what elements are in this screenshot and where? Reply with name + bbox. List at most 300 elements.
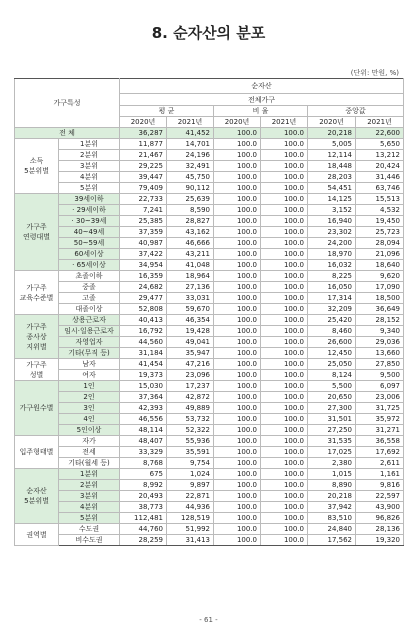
table-cell: 8,890: [308, 480, 356, 491]
table-cell: 79,409: [120, 183, 167, 194]
row-label: 3분위: [59, 491, 120, 502]
table-cell: 46,556: [120, 414, 167, 425]
table-cell: 96,826: [356, 513, 404, 524]
row-label: 1인: [59, 381, 120, 392]
table-cell: 16,359: [120, 271, 167, 282]
table-cell: 100.0: [214, 425, 261, 436]
table-cell: 100.0: [261, 282, 308, 293]
table-cell: 28,152: [356, 315, 404, 326]
table-cell: 20,493: [120, 491, 167, 502]
table-cell: 17,692: [356, 447, 404, 458]
table-cell: 100.0: [214, 326, 261, 337]
table-cell: 100.0: [261, 139, 308, 150]
header-year: 2021년: [167, 117, 214, 128]
table-cell: 7,241: [120, 205, 167, 216]
table-row: [15, 458, 404, 469]
table-cell: 8,768: [120, 458, 167, 469]
table-cell: 100.0: [261, 293, 308, 304]
row-label: 자영업자: [59, 337, 120, 348]
table-cell: 17,314: [308, 293, 356, 304]
header-year: 2020년: [214, 117, 261, 128]
table-cell: 100.0: [261, 216, 308, 227]
table-row: [15, 326, 404, 337]
table-cell: 100.0: [214, 447, 261, 458]
table-cell: 33,031: [167, 293, 214, 304]
table-cell: 18,964: [167, 271, 214, 282]
table-cell: 100.0: [214, 535, 261, 546]
table-cell: 100.0: [261, 513, 308, 524]
table-cell: 9,816: [356, 480, 404, 491]
table-cell: 100.0: [214, 139, 261, 150]
table-cell: 24,682: [120, 282, 167, 293]
row-label: · 65세이상: [59, 260, 120, 271]
group-label: 가구주 성별: [15, 359, 59, 381]
table-cell: 63,746: [356, 183, 404, 194]
table-cell: 100.0: [214, 337, 261, 348]
table-row: [15, 469, 404, 480]
table-cell: 28,827: [167, 216, 214, 227]
table-cell: 100.0: [261, 249, 308, 260]
table-cell: 16,032: [308, 260, 356, 271]
table-cell: 44,760: [120, 524, 167, 535]
table-row: [15, 293, 404, 304]
table-row: [15, 414, 404, 425]
table-cell: 51,992: [167, 524, 214, 535]
table-cell: 31,501: [308, 414, 356, 425]
table-cell: 100.0: [261, 337, 308, 348]
table-cell: 31,271: [356, 425, 404, 436]
table-cell: 100.0: [214, 150, 261, 161]
table-row: [15, 524, 404, 535]
row-label: 고졸: [59, 293, 120, 304]
table-cell: 100.0: [214, 315, 261, 326]
table-cell: 675: [120, 469, 167, 480]
table-cell: 42,393: [120, 403, 167, 414]
table-cell: 48,407: [120, 436, 167, 447]
row-label: 5인이상: [59, 425, 120, 436]
table-cell: 15,030: [120, 381, 167, 392]
table-row: [15, 359, 404, 370]
row-label: 기타(무직 등): [59, 348, 120, 359]
table-cell: 42,872: [167, 392, 214, 403]
table-row: [15, 194, 404, 205]
table-cell: 31,184: [120, 348, 167, 359]
table-row: [15, 315, 404, 326]
table-cell: 16,792: [120, 326, 167, 337]
table-cell: 14,125: [308, 194, 356, 205]
row-label: 3인: [59, 403, 120, 414]
table-cell: 100.0: [261, 535, 308, 546]
table-cell: 100.0: [214, 205, 261, 216]
table-cell: 100.0: [214, 304, 261, 315]
table-cell: 19,373: [120, 370, 167, 381]
table-row: [15, 491, 404, 502]
group-label: 입주형태별: [15, 436, 59, 469]
group-label: 권역별: [15, 524, 59, 546]
table-cell: 100.0: [261, 469, 308, 480]
table-cell: 59,670: [167, 304, 214, 315]
table-cell: 29,036: [356, 337, 404, 348]
table-cell: 22,733: [120, 194, 167, 205]
header-year: 2021년: [261, 117, 308, 128]
table-cell: 17,090: [356, 282, 404, 293]
table-cell: 47,216: [167, 359, 214, 370]
row-label: 기타(월세 등): [59, 458, 120, 469]
table-cell: 100.0: [214, 513, 261, 524]
table-cell: 53,732: [167, 414, 214, 425]
table-cell: 9,754: [167, 458, 214, 469]
table-cell: 18,640: [356, 260, 404, 271]
table-cell: 20,218: [308, 491, 356, 502]
row-label: 중졸: [59, 282, 120, 293]
table-row: [15, 535, 404, 546]
table-cell: 100.0: [214, 161, 261, 172]
table-cell: 29,225: [120, 161, 167, 172]
table-cell: 100.0: [214, 458, 261, 469]
table-cell: 2,380: [308, 458, 356, 469]
table-cell: 100.0: [261, 392, 308, 403]
table-cell: 32,209: [308, 304, 356, 315]
table-cell: 100.0: [214, 271, 261, 282]
table-cell: 1,015: [308, 469, 356, 480]
table-cell: 40,987: [120, 238, 167, 249]
table-cell: 100.0: [214, 524, 261, 535]
table-cell: 11,877: [120, 139, 167, 150]
row-label: 임시·일용근로자: [59, 326, 120, 337]
row-label: 여자: [59, 370, 120, 381]
table-cell: 100.0: [261, 447, 308, 458]
group-label: 가구주 연령대별: [15, 194, 59, 271]
total-cell: 41,452: [167, 128, 214, 139]
group-label: 소득 5분위별: [15, 139, 59, 194]
table-cell: 45,750: [167, 172, 214, 183]
table-cell: 18,500: [356, 293, 404, 304]
table-cell: 37,364: [120, 392, 167, 403]
header-all-households: 전체가구: [120, 94, 404, 106]
table-cell: 25,723: [356, 227, 404, 238]
table-cell: 18,970: [308, 249, 356, 260]
table-cell: 16,940: [308, 216, 356, 227]
group-label: 가구원수별: [15, 381, 59, 436]
table-row: [15, 337, 404, 348]
table-row: [15, 172, 404, 183]
header-row-1: [15, 79, 404, 94]
table-row: [15, 271, 404, 282]
table-row: [15, 436, 404, 447]
table-cell: 100.0: [261, 348, 308, 359]
table-cell: 25,639: [167, 194, 214, 205]
table-cell: 100.0: [261, 194, 308, 205]
table-cell: 24,200: [308, 238, 356, 249]
table-cell: 36,649: [356, 304, 404, 315]
table-row: [15, 260, 404, 271]
table-cell: 25,050: [308, 359, 356, 370]
table-row: [15, 480, 404, 491]
table-cell: 39,447: [120, 172, 167, 183]
row-label: 4분위: [59, 502, 120, 513]
table-row: [15, 139, 404, 150]
table-row: [15, 392, 404, 403]
table-cell: 2,611: [356, 458, 404, 469]
table-cell: 46,354: [167, 315, 214, 326]
table-cell: 100.0: [261, 326, 308, 337]
row-label: 2분위: [59, 480, 120, 491]
table-cell: 25,420: [308, 315, 356, 326]
table-cell: 12,450: [308, 348, 356, 359]
table-cell: 100.0: [261, 172, 308, 183]
table-row: [15, 205, 404, 216]
table-cell: 12,114: [308, 150, 356, 161]
table-row: [15, 502, 404, 513]
row-label: 50~59세: [59, 238, 120, 249]
table-row: [15, 348, 404, 359]
table-cell: 41,048: [167, 260, 214, 271]
total-cell: 36,287: [120, 128, 167, 139]
table-cell: 18,448: [308, 161, 356, 172]
table-cell: 3,152: [308, 205, 356, 216]
table-cell: 100.0: [214, 414, 261, 425]
table-row: [15, 183, 404, 194]
table-cell: 31,535: [308, 436, 356, 447]
row-label: 1분위: [59, 139, 120, 150]
table-cell: 33,329: [120, 447, 167, 458]
table-cell: 46,666: [167, 238, 214, 249]
table-cell: 32,491: [167, 161, 214, 172]
row-label: · 30~39세: [59, 216, 120, 227]
table-cell: 28,136: [356, 524, 404, 535]
table-cell: 27,300: [308, 403, 356, 414]
table-cell: 4,532: [356, 205, 404, 216]
table-cell: 100.0: [214, 370, 261, 381]
table-cell: 100.0: [214, 216, 261, 227]
table-cell: 100.0: [261, 414, 308, 425]
total-row: [15, 128, 404, 139]
row-label: · 29세이하: [59, 205, 120, 216]
table-cell: 100.0: [261, 403, 308, 414]
table-cell: 17,025: [308, 447, 356, 458]
table-cell: 28,259: [120, 535, 167, 546]
table-cell: 24,196: [167, 150, 214, 161]
table-cell: 48,114: [120, 425, 167, 436]
table-cell: 8,590: [167, 205, 214, 216]
table-cell: 35,947: [167, 348, 214, 359]
table-cell: 23,302: [308, 227, 356, 238]
table-cell: 100.0: [261, 502, 308, 513]
table-cell: 1,161: [356, 469, 404, 480]
table-cell: 14,701: [167, 139, 214, 150]
table-cell: 52,808: [120, 304, 167, 315]
table-cell: 8,225: [308, 271, 356, 282]
table-cell: 43,211: [167, 249, 214, 260]
total-cell: 100.0: [261, 128, 308, 139]
table-cell: 112,481: [120, 513, 167, 524]
row-label: 전세: [59, 447, 120, 458]
table-cell: 37,359: [120, 227, 167, 238]
group-label: 가구주 교육수준별: [15, 271, 59, 315]
row-label: 5분위: [59, 183, 120, 194]
table-cell: 17,237: [167, 381, 214, 392]
table-row: [15, 216, 404, 227]
table-cell: 100.0: [214, 249, 261, 260]
table-cell: 5,500: [308, 381, 356, 392]
table-cell: 21,467: [120, 150, 167, 161]
table-cell: 44,936: [167, 502, 214, 513]
table-cell: 26,600: [308, 337, 356, 348]
table-cell: 100.0: [261, 359, 308, 370]
table-cell: 15,513: [356, 194, 404, 205]
table-cell: 100.0: [261, 315, 308, 326]
row-label: 1분위: [59, 469, 120, 480]
table-cell: 100.0: [261, 370, 308, 381]
table-cell: 100.0: [214, 238, 261, 249]
table-row: [15, 425, 404, 436]
table-cell: 100.0: [214, 194, 261, 205]
table-cell: 40,413: [120, 315, 167, 326]
table-row: [15, 304, 404, 315]
table-cell: 100.0: [261, 425, 308, 436]
table-row: [15, 249, 404, 260]
table-row: [15, 403, 404, 414]
table-row: [15, 513, 404, 524]
table-cell: 36,558: [356, 436, 404, 447]
row-label: 40~49세: [59, 227, 120, 238]
table-cell: 100.0: [214, 403, 261, 414]
table-cell: 8,992: [120, 480, 167, 491]
table-cell: 100.0: [214, 469, 261, 480]
table-cell: 1,024: [167, 469, 214, 480]
table-cell: 31,725: [356, 403, 404, 414]
table-cell: 13,212: [356, 150, 404, 161]
table-cell: 100.0: [261, 480, 308, 491]
table-cell: 35,972: [356, 414, 404, 425]
table-cell: 83,510: [308, 513, 356, 524]
table-cell: 100.0: [214, 348, 261, 359]
table-cell: 23,006: [356, 392, 404, 403]
header-net-assets: 순자산: [120, 79, 404, 94]
page-title: 8. 순자산의 분포: [151, 24, 266, 42]
header-median: 중앙값: [308, 106, 404, 117]
header-year: 2020년: [308, 117, 356, 128]
table-row: [15, 282, 404, 293]
table-cell: 27,250: [308, 425, 356, 436]
table-cell: 100.0: [214, 227, 261, 238]
table-cell: 9,620: [356, 271, 404, 282]
table-cell: 100.0: [261, 524, 308, 535]
table-cell: 5,650: [356, 139, 404, 150]
table-cell: 49,889: [167, 403, 214, 414]
table-cell: 9,500: [356, 370, 404, 381]
row-label: 자가: [59, 436, 120, 447]
header-ratio: 비 율: [214, 106, 308, 117]
table-cell: 90,112: [167, 183, 214, 194]
header-year: 2021년: [356, 117, 404, 128]
row-label: 수도권: [59, 524, 120, 535]
table-cell: 100.0: [261, 260, 308, 271]
table-cell: 55,936: [167, 436, 214, 447]
table-cell: 100.0: [261, 183, 308, 194]
page-number: - 61 -: [199, 616, 218, 624]
table-cell: 100.0: [214, 183, 261, 194]
total-label: 전 체: [15, 128, 120, 139]
group-label: 가구주 종사상 지위별: [15, 315, 59, 359]
table-cell: 21,096: [356, 249, 404, 260]
total-cell: 100.0: [214, 128, 261, 139]
table-cell: 100.0: [261, 205, 308, 216]
total-cell: 22,600: [356, 128, 404, 139]
row-label: 2분위: [59, 150, 120, 161]
table-cell: 100.0: [214, 491, 261, 502]
row-label: 대졸이상: [59, 304, 120, 315]
table-cell: 25,385: [120, 216, 167, 227]
table-row: [15, 238, 404, 249]
table-cell: 100.0: [261, 161, 308, 172]
table-cell: 41,454: [120, 359, 167, 370]
table-cell: 19,428: [167, 326, 214, 337]
unit-label: (단위: 만원, %): [350, 69, 399, 77]
table-cell: 49,041: [167, 337, 214, 348]
table-cell: 35,591: [167, 447, 214, 458]
row-label: 5분위: [59, 513, 120, 524]
table-row: [15, 381, 404, 392]
table-cell: 52,322: [167, 425, 214, 436]
table-cell: 28,094: [356, 238, 404, 249]
header-row-label: 가구특성: [15, 79, 120, 128]
table-cell: 100.0: [261, 381, 308, 392]
table-row: [15, 227, 404, 238]
row-label: 초졸이하: [59, 271, 120, 282]
table-cell: 37,942: [308, 502, 356, 513]
table-cell: 100.0: [214, 172, 261, 183]
table-cell: 5,005: [308, 139, 356, 150]
table-cell: 100.0: [214, 502, 261, 513]
row-label: 60세이상: [59, 249, 120, 260]
row-label: 4인: [59, 414, 120, 425]
table-cell: 38,773: [120, 502, 167, 513]
table-cell: 9,340: [356, 326, 404, 337]
table-cell: 31,413: [167, 535, 214, 546]
table-cell: 22,871: [167, 491, 214, 502]
table-cell: 100.0: [214, 260, 261, 271]
table-row: [15, 161, 404, 172]
row-label: 3분위: [59, 161, 120, 172]
table-cell: 27,136: [167, 282, 214, 293]
table-cell: 44,560: [120, 337, 167, 348]
table-cell: 6,097: [356, 381, 404, 392]
table-cell: 27,850: [356, 359, 404, 370]
table-cell: 100.0: [214, 392, 261, 403]
table-cell: 24,840: [308, 524, 356, 535]
table-cell: 43,162: [167, 227, 214, 238]
table-cell: 100.0: [214, 381, 261, 392]
table-cell: 37,422: [120, 249, 167, 260]
table-cell: 54,451: [308, 183, 356, 194]
header-year: 2020년: [120, 117, 167, 128]
table-cell: 100.0: [214, 480, 261, 491]
group-label: 순자산 5분위별: [15, 469, 59, 524]
row-label: 4분위: [59, 172, 120, 183]
table-row: [15, 447, 404, 458]
table-row: [15, 370, 404, 381]
table-cell: 100.0: [261, 238, 308, 249]
row-label: 2인: [59, 392, 120, 403]
table-cell: 19,450: [356, 216, 404, 227]
table-cell: 100.0: [261, 271, 308, 282]
table-cell: 43,900: [356, 502, 404, 513]
row-label: 비수도권: [59, 535, 120, 546]
table-cell: 19,320: [356, 535, 404, 546]
table-cell: 13,660: [356, 348, 404, 359]
row-label: 39세이하: [59, 194, 120, 205]
